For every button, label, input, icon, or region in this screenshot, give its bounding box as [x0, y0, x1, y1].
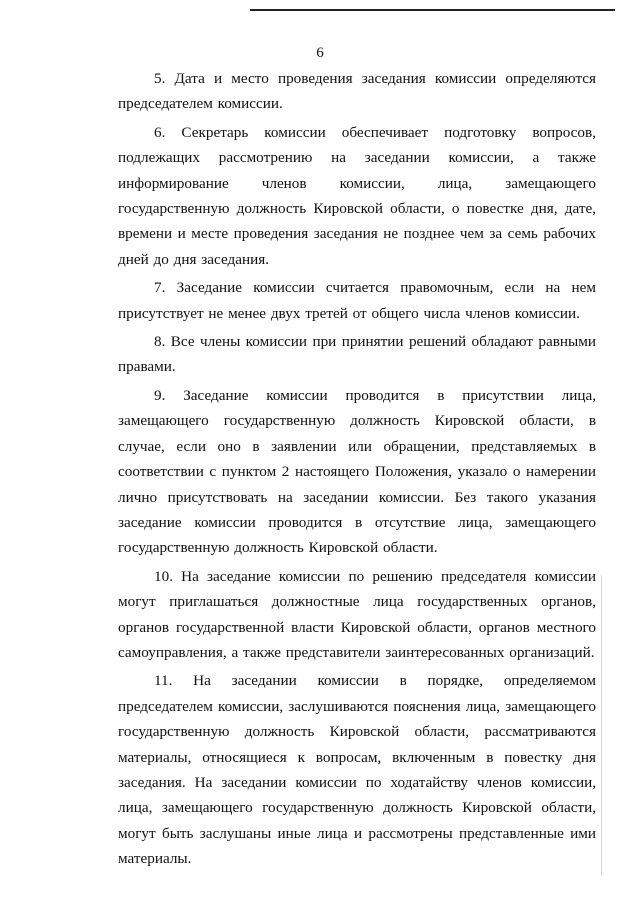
scan-margin-line — [601, 575, 602, 875]
paragraph-10: 10. На заседание комиссии по решению председателя комиссии могут приглашаться должностные лица государственных органов, органов государственной власти Кировской области, органов местного самоуправления, а также представители заинтересованных организаций. — [118, 567, 596, 661]
document-body — [118, 66, 596, 875]
paragraph-7: 7. Заседание комиссии считается правомочным, если на нем присутствует не менее двух третей от общего числа членов комиссии. — [118, 279, 596, 322]
paragraph-8: 8. Все члены комиссии при принятии решений обладают равными правами. — [118, 333, 596, 376]
paragraph-5: 5. Дата и место проведения заседания комиссии определяются председателем комиссии. — [118, 70, 596, 113]
paragraph-9: 9. Заседание комиссии проводится в присутствии лица, замещающего государственную должность Кировской области, в случае, если оно в заявлении или обращении, представляемых в соответствии с пунктом 2 настоящего Положения, указало о намерении лично присутствовать на заседании комиссии. Без такого указания заседание комиссии проводится в отсутствие лица, замещающего государственную должность Кировской области. — [118, 386, 596, 557]
top-rule — [250, 9, 615, 11]
paragraph-6: 6. Секретарь комиссии обеспечивает подготовку вопросов, подлежащих рассмотрению на заседании комиссии, а также информирование членов комиссии, лица, замещающего государственную должность Кировской области, о повестке дня, дате, времени и месте проведения заседания не позднее чем за семь рабочих дней до дня заседания. — [118, 123, 596, 268]
page-number: 6 — [316, 45, 324, 61]
paragraph-11: 11. На заседании комиссии в порядке, определяемом председателем комиссии, заслушиваются пояснения лица, замещающего государственную должность Кировской области, рассматриваются материалы, относящиеся к вопросам, включенным в повестку дня заседания. На заседании комиссии по ходатайству членов комиссии, лица, замещающего государственную должность Кировской области, могут быть заслушаны иные лица и рассмотрены представленные ими материалы. — [118, 672, 596, 868]
